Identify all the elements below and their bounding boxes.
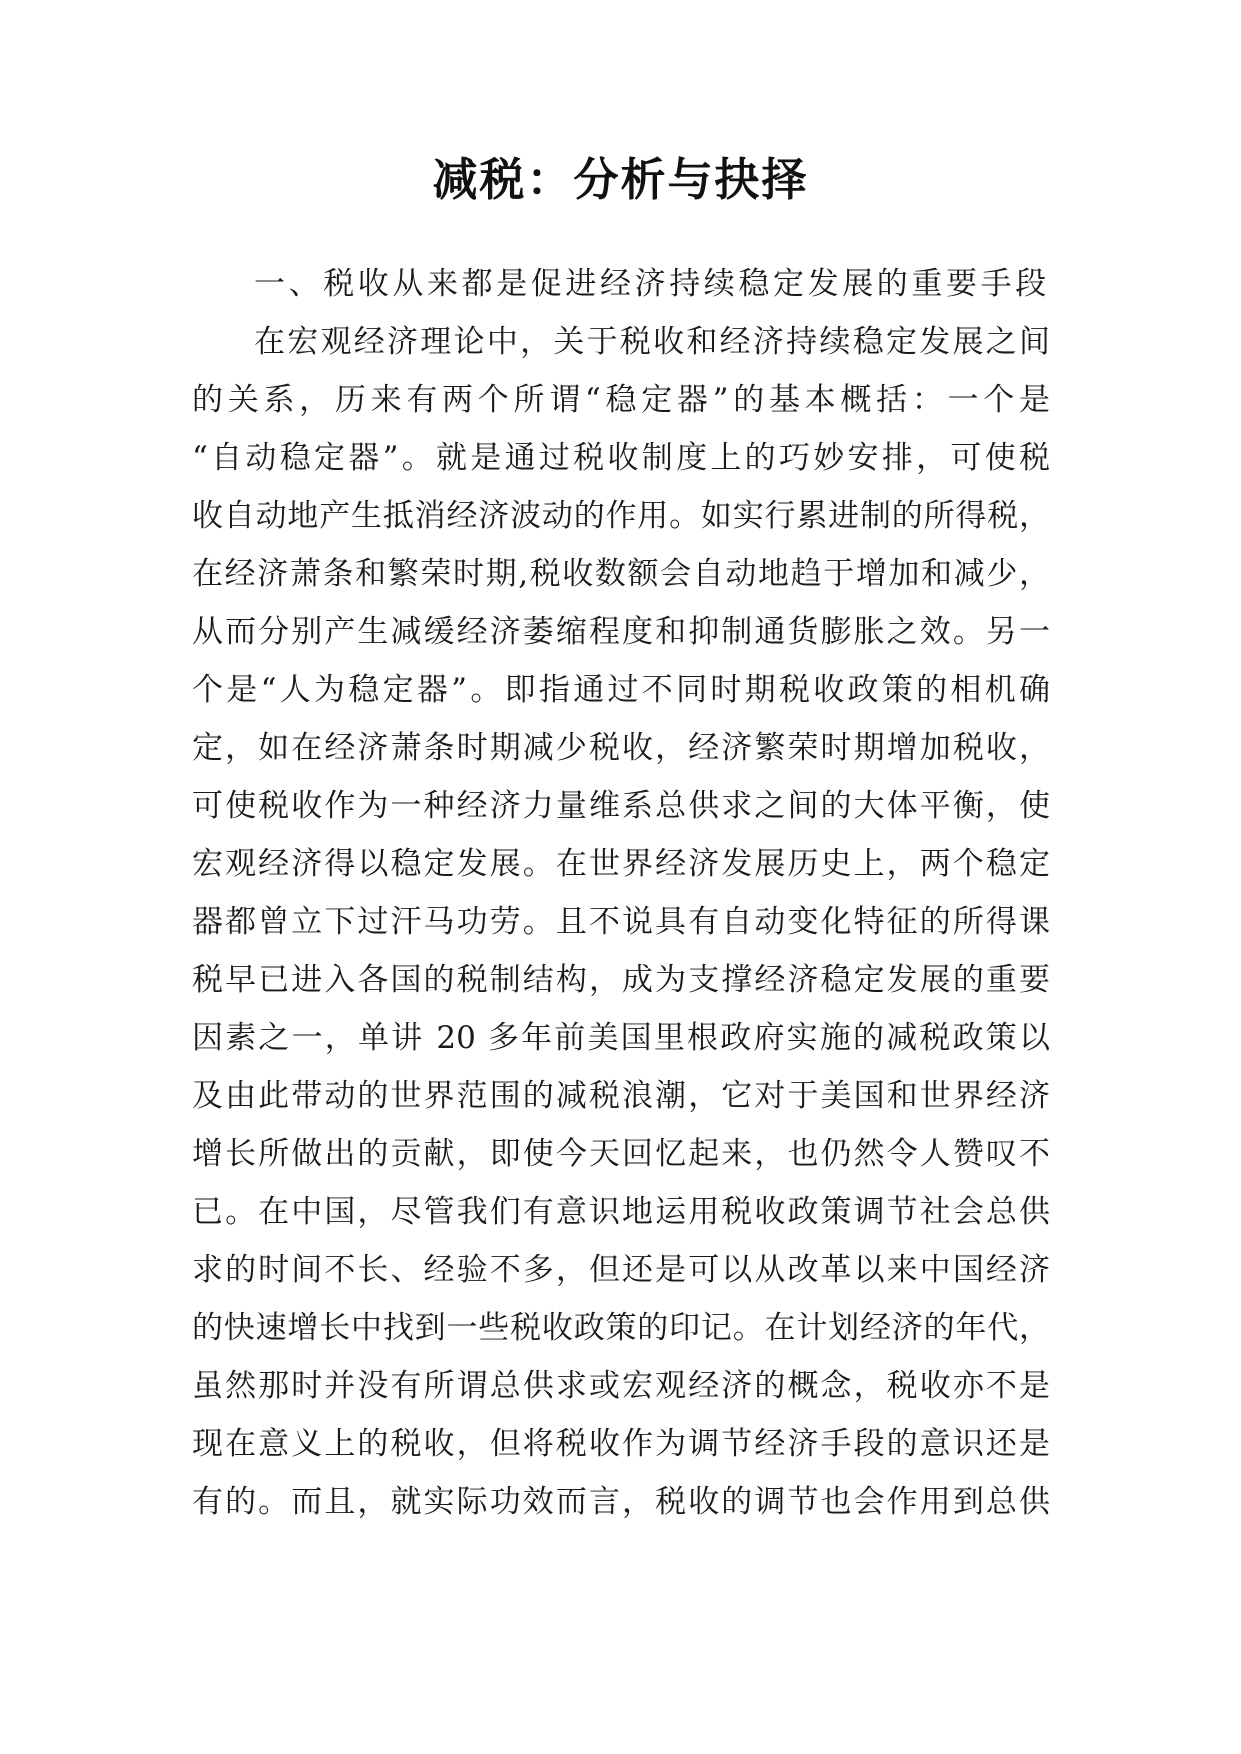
paragraph-line: 增长所做出的贡献，即使今天回忆起来，也仍然令人赞叹不 [192,1136,1050,1172]
paragraph-line: 在经济萧条和繁荣时期,税收数额会自动地趋于增加和减少， [192,556,1050,592]
paragraph-line: 求的时间不长、经验不多，但还是可以从改革以来中国经济 [192,1252,1050,1288]
paragraph-line: 现在意义上的税收，但将税收作为调节经济手段的意识还是 [192,1426,1050,1462]
document-title: 减税：分析与抉择 [432,153,809,206]
paragraph-line: 在宏观经济理论中，关于税收和经济持续稳定发展之间 [254,324,1050,360]
paragraph-line: 可使税收作为一种经济力量维系总供求之间的大体平衡，使 [192,788,1050,824]
section-heading: 一、税收从来都是促进经济持续稳定发展的重要手段 [254,266,1050,302]
paragraph-line: 的关系，历来有两个所谓“稳定器”的基本概括：一个是 [192,382,1050,418]
paragraph-line: 收自动地产生抵消经济波动的作用。如实行累进制的所得税， [192,498,1050,534]
paragraph-line: 的快速增长中找到一些税收政策的印记。在计划经济的年代， [192,1310,1050,1346]
paragraph-line: 个是“人为稳定器”。即指通过不同时期税收政策的相机确 [192,672,1050,708]
paragraph-line: 定，如在经济萧条时期减少税收，经济繁荣时期增加税收， [192,730,1050,766]
paragraph-line: 已。在中国，尽管我们有意识地运用税收政策调节社会总供 [192,1194,1050,1230]
paragraph-line: 税早已进入各国的税制结构，成为支撑经济稳定发展的重要 [192,962,1050,998]
paragraph-line: 虽然那时并没有所谓总供求或宏观经济的概念，税收亦不是 [192,1368,1050,1404]
paragraph-line: 宏观经济得以稳定发展。在世界经济发展历史上，两个稳定 [192,846,1050,882]
paragraph-line: 器都曾立下过汗马功劳。且不说具有自动变化特征的所得课 [192,904,1050,940]
paragraph-line: 有的。而且，就实际功效而言，税收的调节也会作用到总供 [192,1484,1050,1520]
paragraph-line: 从而分别产生减缓经济萎缩程度和抑制通货膨胀之效。另一 [192,614,1050,650]
paragraph-line: “自动稳定器”。就是通过税收制度上的巧妙安排，可使税 [192,440,1050,476]
paragraph-line: 及由此带动的世界范围的减税浪潮，它对于美国和世界经济 [192,1078,1050,1114]
paragraph-line: 因素之一，单讲 20 多年前美国里根政府实施的减税政策以 [192,1020,1050,1056]
